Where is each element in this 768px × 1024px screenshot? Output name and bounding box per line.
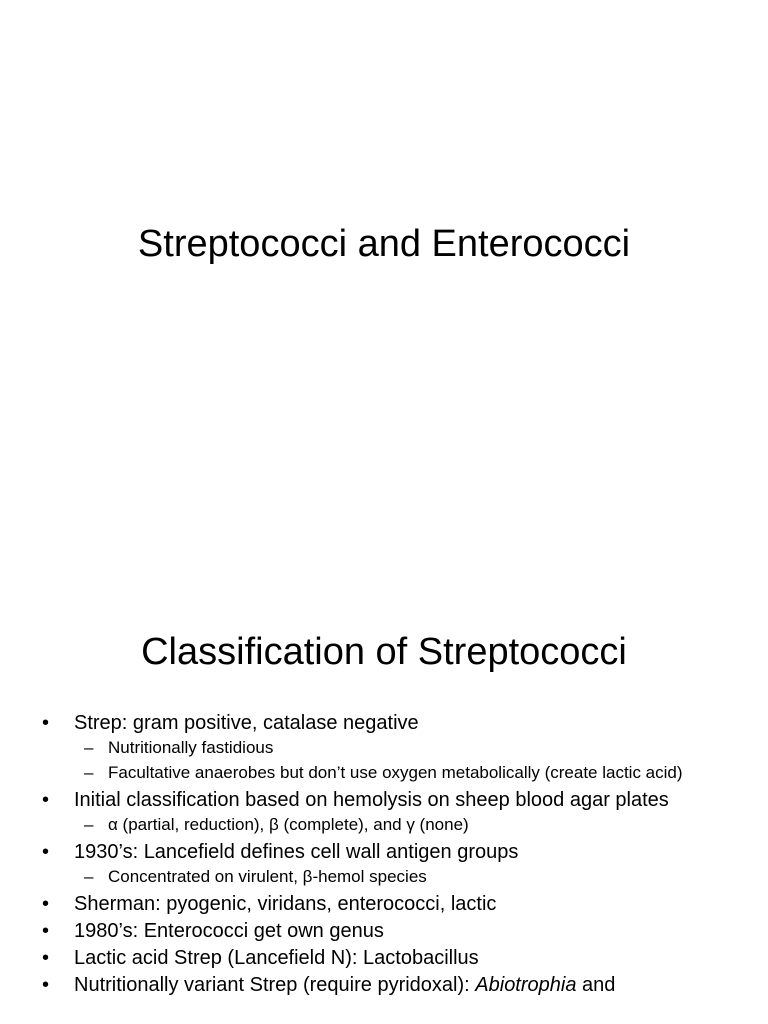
bullet-text: Sherman: pyogenic, viridans, enterococci, lactic [74,893,497,915]
bullet-dot: • [42,920,50,942]
sub-bullet-text: α (partial, reduction), β (complete), and γ (none) [108,815,469,834]
bullet-item [40,839,740,866]
bullet-list [40,710,740,999]
bullet-dot: • [42,789,50,811]
slide-2 [0,576,768,1024]
bullet-item [40,891,740,918]
sub-bullet-dash: – [84,867,94,886]
bullet-text: 1980’s: Enterococci get own genus [74,920,384,942]
bullet-item [40,710,740,737]
bullet-text-suffix: and [576,974,616,996]
sub-bullet-text: Facultative anaerobes but don’t use oxygen metabolically (create lactic acid) [108,763,683,782]
bullet-dot: • [42,947,50,969]
sub-bullet-text: Concentrated on virulent, β-hemol species [108,867,427,886]
sub-bullet-dash: – [84,815,94,834]
sub-bullet-item [40,762,740,783]
sub-bullet-dash: – [84,738,94,757]
bullet-item [40,945,740,972]
slide-2-title: Classification of Streptococci [141,631,627,673]
sub-bullet-dash: – [84,763,94,782]
bullet-dot: • [42,841,50,863]
bullet-text-italic: Abiotrophia [475,974,577,996]
slide-1-title: Streptococci and Enterococci [137,223,631,265]
bullet-item [40,918,740,945]
bullet-dot: • [42,893,50,915]
bullet-text: Initial classification based on hemolysis on sheep blood agar plates [74,789,669,811]
bullet-text: Strep: gram positive, catalase negative [74,712,419,734]
bullet-text: 1930’s: Lancefield defines cell wall antigen groups [74,841,519,863]
bullet-item [40,787,740,814]
sub-bullet-item [40,866,740,887]
sub-bullet-item [40,814,740,835]
bullet-dot: • [42,712,50,734]
bullet-item [40,972,740,999]
bullet-text: Lactic acid Strep (Lancefield N): Lactobacillus [74,947,479,969]
bullet-text-prefix: Nutritionally variant Strep (require pyridoxal): [74,974,476,996]
sub-bullet-text: Nutritionally fastidious [108,738,274,757]
sub-bullet-item [40,737,740,758]
bullet-dot: • [42,974,50,996]
